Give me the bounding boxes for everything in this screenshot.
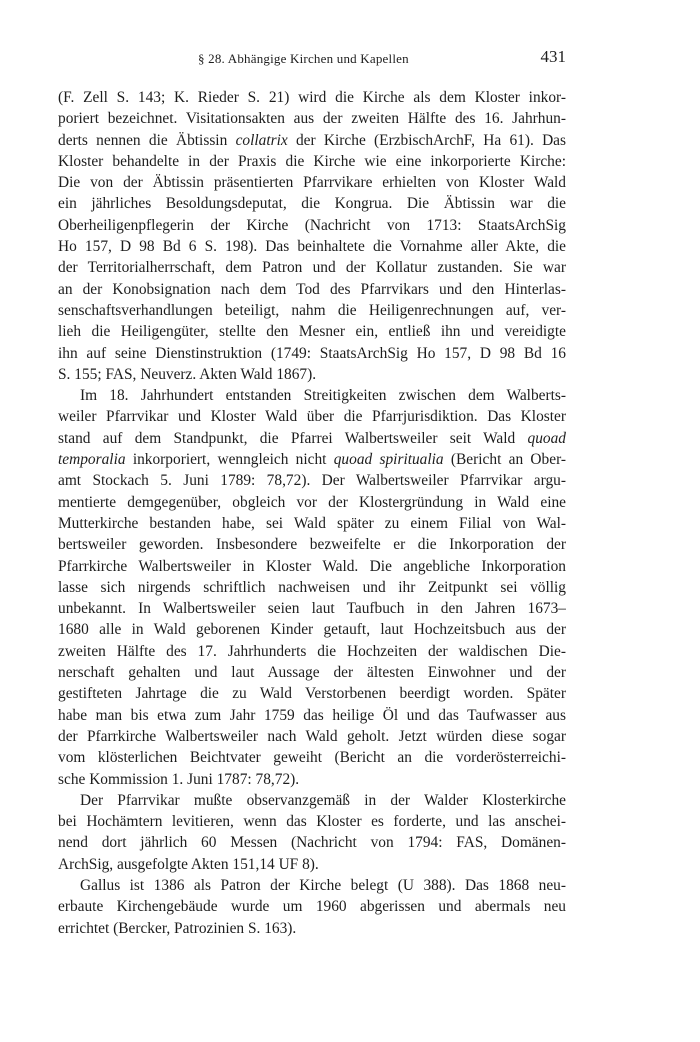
- text-line: [58, 534, 566, 555]
- text-segment: nerschaft gehalten und laut Aussage der ältesten Einwohner und der: [58, 664, 566, 682]
- text-line: [58, 385, 566, 406]
- text-line: [58, 492, 566, 513]
- text-line: [58, 577, 566, 598]
- text-segment: zweiten Hälfte des 17. Jahrhunderts die Hochzeiten der waldischen Die-: [58, 642, 566, 660]
- italic-term: collatrix: [235, 131, 288, 149]
- text-line: [58, 215, 566, 236]
- text-segment: 1680 alle in Wald geborenen Kinder getauft, laut Hochzeitsbuch aus der: [58, 621, 566, 639]
- text-segment: errichtet (Bercker, Patrozinien S. 163).: [58, 919, 297, 937]
- text-segment: der Territorialherrschaft, dem Patron und der Kollatur zustanden. Sie war: [58, 259, 566, 277]
- text-segment: Oberheiligenpflegerin der Kirche (Nachricht von 1713: StaatsArchSig: [58, 216, 566, 234]
- text-line: [58, 641, 566, 662]
- text-line: [58, 300, 566, 321]
- text-line: [58, 279, 566, 300]
- text-segment: mentierte demgegenüber, obgleich vor der Klostergründung in Wald eine: [58, 493, 566, 511]
- text-line: [58, 364, 566, 385]
- text-line: [58, 321, 566, 342]
- text-segment: sche Kommission 1. Juni 1787: 78,72).: [58, 770, 300, 788]
- text-segment: vom klösterlichen Beichtvater geweiht (Bericht an die vorderösterreichi-: [58, 749, 566, 767]
- text-segment: an der Konobsignation nach dem Tod des Pfarrvikars und den Hinterlas-: [58, 280, 566, 298]
- text-segment: nend dort jährlich 60 Messen (Nachricht von 1794: FAS, Domänen-: [58, 834, 566, 852]
- text-segment: S. 155; FAS, Neuverz. Akten Wald 1867).: [58, 365, 317, 383]
- text-line: [58, 726, 566, 747]
- text-segment: Im 18. Jahrhundert entstanden Streitigkeiten zwischen dem Walberts-: [80, 387, 566, 405]
- text-segment: ArchSig, ausgefolgte Akten 151,14 UF 8).: [58, 855, 319, 873]
- text-segment: Kloster behandelte in der Praxis die Kirche wie eine inkorporierte Kirche:: [58, 152, 566, 170]
- text-line: [58, 662, 566, 683]
- italic-term: quoad: [527, 429, 566, 447]
- text-segment: stand auf dem Standpunkt, die Pfarrei Walbertsweiler seit Wald: [58, 429, 528, 447]
- text-segment: gestifteten Jahrtage die zu Wald Verstorbenen beerdigt worden. Später: [58, 685, 566, 703]
- text-segment: bertsweiler geworden. Insbesondere bezweifelte er die Inkorporation der: [58, 536, 566, 554]
- italic-term: temporalia: [58, 451, 126, 469]
- running-header: [58, 45, 566, 73]
- text-line: [58, 619, 566, 640]
- text-segment: bei Hochämtern levitieren, wenn das Kloster es forderte, und las anschei-: [58, 813, 566, 831]
- text-line: [58, 449, 566, 470]
- text-segment: Die von der Äbtissin präsentierten Pfarrvikare erhielten von Kloster Wald: [58, 174, 566, 192]
- text-line: [58, 130, 566, 151]
- text-line: [58, 556, 566, 577]
- text-line: [58, 747, 566, 768]
- text-segment: der Kirche (ErzbischArchF, Ha 61). Das: [287, 131, 566, 149]
- running-head-title: § 28. Abhängige Kirchen und Kapellen: [198, 51, 409, 66]
- italic-term: quoad spiritualia: [333, 451, 444, 469]
- text-line: [58, 769, 566, 790]
- text-line: [58, 87, 566, 108]
- text-segment: der Pfarrkirche Walbertsweiler nach Wald geholt. Jetzt würden diese sogar: [58, 727, 566, 745]
- text-segment: Mutterkirche bestanden habe, sei Wald später zu einem Filial von Wal-: [58, 514, 566, 532]
- text-line: [58, 832, 566, 853]
- text-line: [58, 151, 566, 172]
- text-segment: senschaftsverhandlungen beteiligt, nahm die Heiligenrechnungen auf, ver-: [58, 301, 566, 319]
- page-number: 431: [540, 47, 566, 66]
- text-line: [58, 428, 566, 449]
- text-segment: Pfarrkirche Walbertsweiler in Kloster Wald. Die angebliche Inkorporation: [58, 557, 566, 575]
- text-line: [58, 343, 566, 364]
- text-segment: amt Stockach 5. Juni 1789: 78,72). Der Walbertsweiler Pfarrvikar argu-: [58, 472, 566, 490]
- text-line: [58, 598, 566, 619]
- text-segment: Gallus ist 1386 als Patron der Kirche belegt (U 388). Das 1868 neu-: [80, 876, 566, 894]
- text-segment: (F. Zell S. 143; K. Rieder S. 21) wird die Kirche als dem Kloster inkor-: [58, 89, 566, 106]
- text-line: [58, 108, 566, 129]
- text-segment: lieh die Heiligengüter, stellte den Mesner ein, entließ ihn und vereidigte: [58, 323, 566, 341]
- text-segment: Der Pfarrvikar mußte observanzgemäß in der Walder Klosterkirche: [80, 791, 566, 809]
- text-segment: derts nennen die Äbtissin: [58, 131, 236, 149]
- text-segment: ihn auf seine Dienstinstruktion (1749: StaatsArchSig Ho 157, D 98 Bd 16: [58, 344, 566, 362]
- text-segment: weiler Pfarrvikar und Kloster Wald über die Pfarrjurisdiktion. Das Kloster: [58, 408, 566, 426]
- text-line: [58, 193, 566, 214]
- text-line: [58, 172, 566, 193]
- text-line: [58, 896, 566, 917]
- text-line: [58, 854, 566, 875]
- text-line: [58, 236, 566, 257]
- text-line: [58, 918, 566, 939]
- text-segment: (Bericht an Ober-: [443, 451, 566, 469]
- text-segment: inkorporiert, wenngleich nicht: [125, 451, 334, 469]
- text-segment: habe man bis etwa zum Jahr 1759 das heilige Öl und das Taufwasser aus: [58, 706, 566, 724]
- text-line: [58, 257, 566, 278]
- text-line: [58, 406, 566, 427]
- text-line: [58, 513, 566, 534]
- text-line: [58, 811, 566, 832]
- text-segment: Ho 157, D 98 Bd 6 S. 198). Das beinhaltete die Vornahme aller Akte, die: [58, 238, 566, 256]
- text-line: [58, 470, 566, 491]
- text-line: [58, 705, 566, 726]
- text-segment: unbekannt. In Walbertsweiler seien laut Taufbuch in den Jahren 1673–: [58, 600, 566, 618]
- text-line: [58, 683, 566, 704]
- body-text: [58, 87, 566, 939]
- text-segment: ein jährliches Besoldungsdeputat, die Kongrua. Die Äbtissin war die: [58, 195, 566, 213]
- text-line: [58, 790, 566, 811]
- text-segment: erbaute Kirchengebäude wurde um 1960 abgerissen und abermals neu: [58, 898, 566, 916]
- text-line: [58, 875, 566, 896]
- text-segment: lasse sich nirgends schriftlich nachweisen und ihr Zeitpunkt sei völlig: [58, 578, 566, 596]
- text-segment: poriert bezeichnet. Visitationsakten aus der zweiten Hälfte des 16. Jahrhun-: [58, 110, 566, 128]
